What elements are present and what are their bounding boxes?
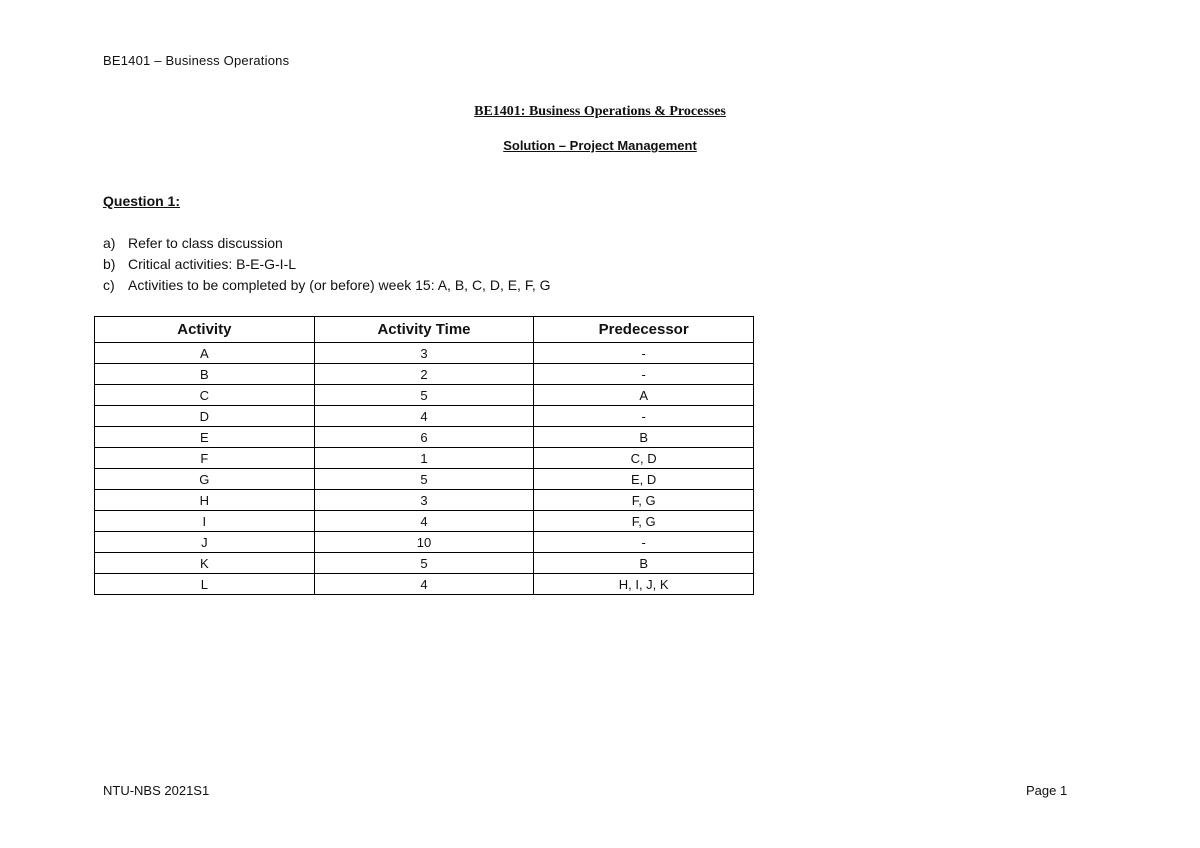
cell-activity-time: 6 <box>314 427 534 448</box>
table-row <box>95 511 754 532</box>
activity-table <box>94 316 754 595</box>
cell-activity: E <box>95 427 315 448</box>
answer-item-a <box>103 233 551 254</box>
cell-predecessor: - <box>534 532 754 553</box>
cell-activity: G <box>95 469 315 490</box>
cell-activity-time: 3 <box>314 490 534 511</box>
document-subtitle: Solution – Project Management <box>503 138 697 153</box>
cell-predecessor: F, G <box>534 490 754 511</box>
table-row <box>95 385 754 406</box>
cell-activity: I <box>95 511 315 532</box>
cell-predecessor: E, D <box>534 469 754 490</box>
cell-activity: A <box>95 343 315 364</box>
cell-activity: C <box>95 385 315 406</box>
document-title: BE1401: Business Operations & Processes <box>474 104 726 119</box>
table-row <box>95 448 754 469</box>
running-header: BE1401 – Business Operations <box>103 53 290 68</box>
cell-predecessor: H, I, J, K <box>534 574 754 595</box>
cell-activity-time: 10 <box>314 532 534 553</box>
answer-marker: c) <box>103 277 115 293</box>
cell-predecessor: F, G <box>534 511 754 532</box>
answer-marker: b) <box>103 256 116 272</box>
table-row <box>95 364 754 385</box>
table-row <box>95 469 754 490</box>
question-heading: Question 1: <box>103 193 181 209</box>
cell-activity: B <box>95 364 315 385</box>
table-row <box>95 343 754 364</box>
table-row <box>95 406 754 427</box>
table-row <box>95 490 754 511</box>
answer-item-c <box>103 275 551 296</box>
cell-predecessor: B <box>534 553 754 574</box>
cell-activity-time: 5 <box>314 469 534 490</box>
cell-activity-time: 4 <box>314 574 534 595</box>
cell-activity-time: 2 <box>314 364 534 385</box>
cell-activity: D <box>95 406 315 427</box>
cell-activity: K <box>95 553 315 574</box>
column-header-predecessor: Predecessor <box>534 317 754 343</box>
cell-predecessor: C, D <box>534 448 754 469</box>
answer-list <box>103 233 551 296</box>
table-header-row <box>95 317 754 343</box>
table-row <box>95 427 754 448</box>
cell-predecessor: - <box>534 364 754 385</box>
page-number: Page 1 <box>1026 783 1068 798</box>
answer-text: Activities to be completed by (or before) week 15: A, B, C, D, E, F, G <box>128 277 551 293</box>
cell-activity-time: 4 <box>314 511 534 532</box>
table-row <box>95 532 754 553</box>
cell-activity: J <box>95 532 315 553</box>
cell-predecessor: B <box>534 427 754 448</box>
cell-activity-time: 5 <box>314 385 534 406</box>
answer-text: Critical activities: B-E-G-I-L <box>128 256 297 272</box>
cell-activity-time: 3 <box>314 343 534 364</box>
cell-activity-time: 1 <box>314 448 534 469</box>
cell-activity-time: 4 <box>314 406 534 427</box>
cell-predecessor: - <box>534 343 754 364</box>
answer-text: Refer to class discussion <box>128 235 283 251</box>
cell-activity: H <box>95 490 315 511</box>
cell-predecessor: - <box>534 406 754 427</box>
column-header-activity: Activity <box>95 317 315 343</box>
table-row <box>95 553 754 574</box>
cell-predecessor: A <box>534 385 754 406</box>
table-row <box>95 574 754 595</box>
cell-activity: F <box>95 448 315 469</box>
column-header-activity-time: Activity Time <box>314 317 534 343</box>
answer-item-b <box>103 254 551 275</box>
answer-marker: a) <box>103 235 116 251</box>
cell-activity-time: 5 <box>314 553 534 574</box>
cell-activity: L <box>95 574 315 595</box>
footer-left: NTU-NBS 2021S1 <box>103 783 210 798</box>
